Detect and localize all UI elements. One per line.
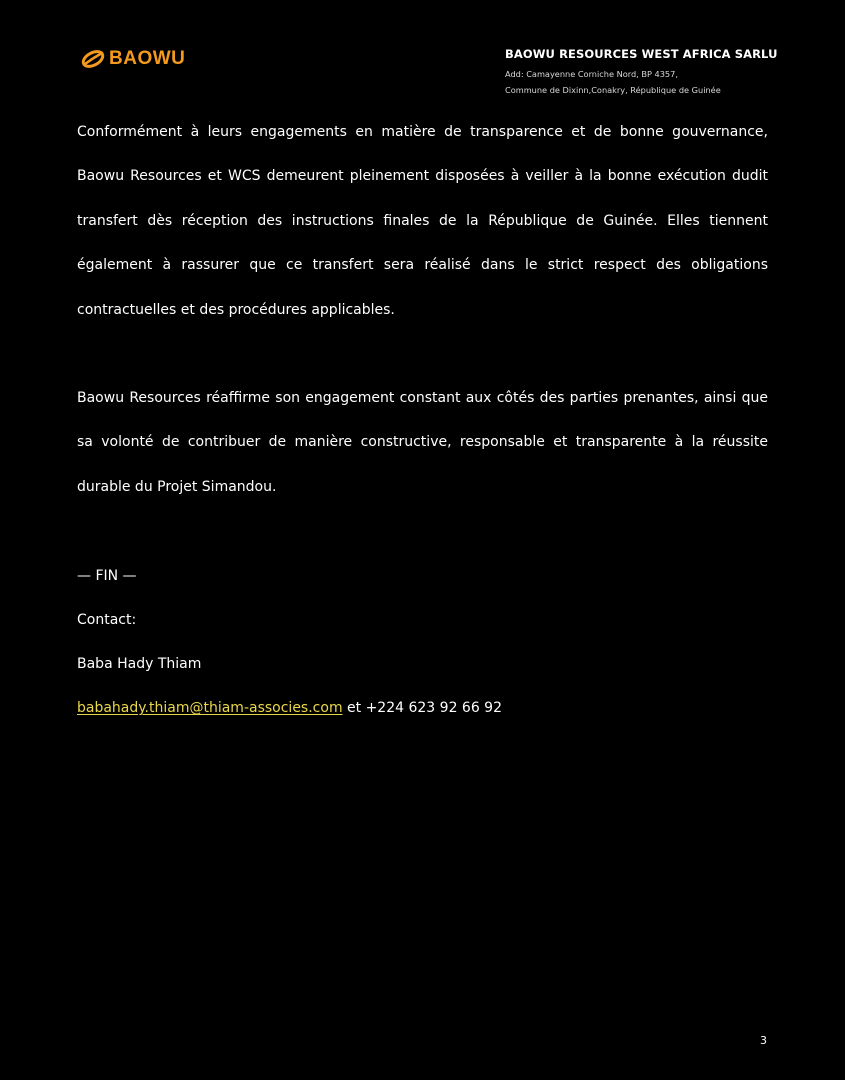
paragraph-engagement: Baowu Resources réaffirme son engagement constant aux côtés des parties prenantes, ainsi que sa volonté de contribuer de manière constructive, responsable et transparente à la réussite durable du Projet Simandou. bbox=[77, 390, 768, 495]
address-line-2: Commune de Dixinn,Conakry, République de Guinée bbox=[505, 85, 721, 95]
contact-name: Baba Hady Thiam bbox=[77, 656, 202, 673]
contact-label: Contact: bbox=[77, 612, 137, 629]
company-name: BAOWU RESOURCES WEST AFRICA SARLU bbox=[505, 47, 778, 61]
page-number: 3 bbox=[760, 1034, 767, 1047]
document-body bbox=[77, 110, 768, 730]
contact-email-link[interactable]: babahady.thiam@thiam-associes.com bbox=[77, 700, 343, 717]
company-logo bbox=[80, 48, 185, 70]
paragraph-transparence: Conformément à leurs engagements en matière de transparence et de bonne gouvernance, Baowu Resources et WCS demeurent pleinement disposées à veiller à la bonne exécution dudit transfert dès réception des instructions finales de la République de Guinée. Elles tiennent également à rassurer que ce transfert sera réalisé dans le strict respect des obligations contractuelles et des procédures applicables. bbox=[77, 124, 768, 318]
address-line-1: Add: Camayenne Corniche Nord, BP 4357, bbox=[505, 69, 678, 79]
baowu-logo-icon bbox=[80, 48, 106, 70]
contact-phone: et +224 623 92 66 92 bbox=[342, 700, 502, 717]
logo-text: BAOWU bbox=[109, 48, 186, 69]
company-header bbox=[505, 47, 835, 98]
fin-marker: — FIN — bbox=[77, 568, 137, 585]
company-address bbox=[505, 66, 835, 98]
contact-details bbox=[77, 686, 768, 730]
